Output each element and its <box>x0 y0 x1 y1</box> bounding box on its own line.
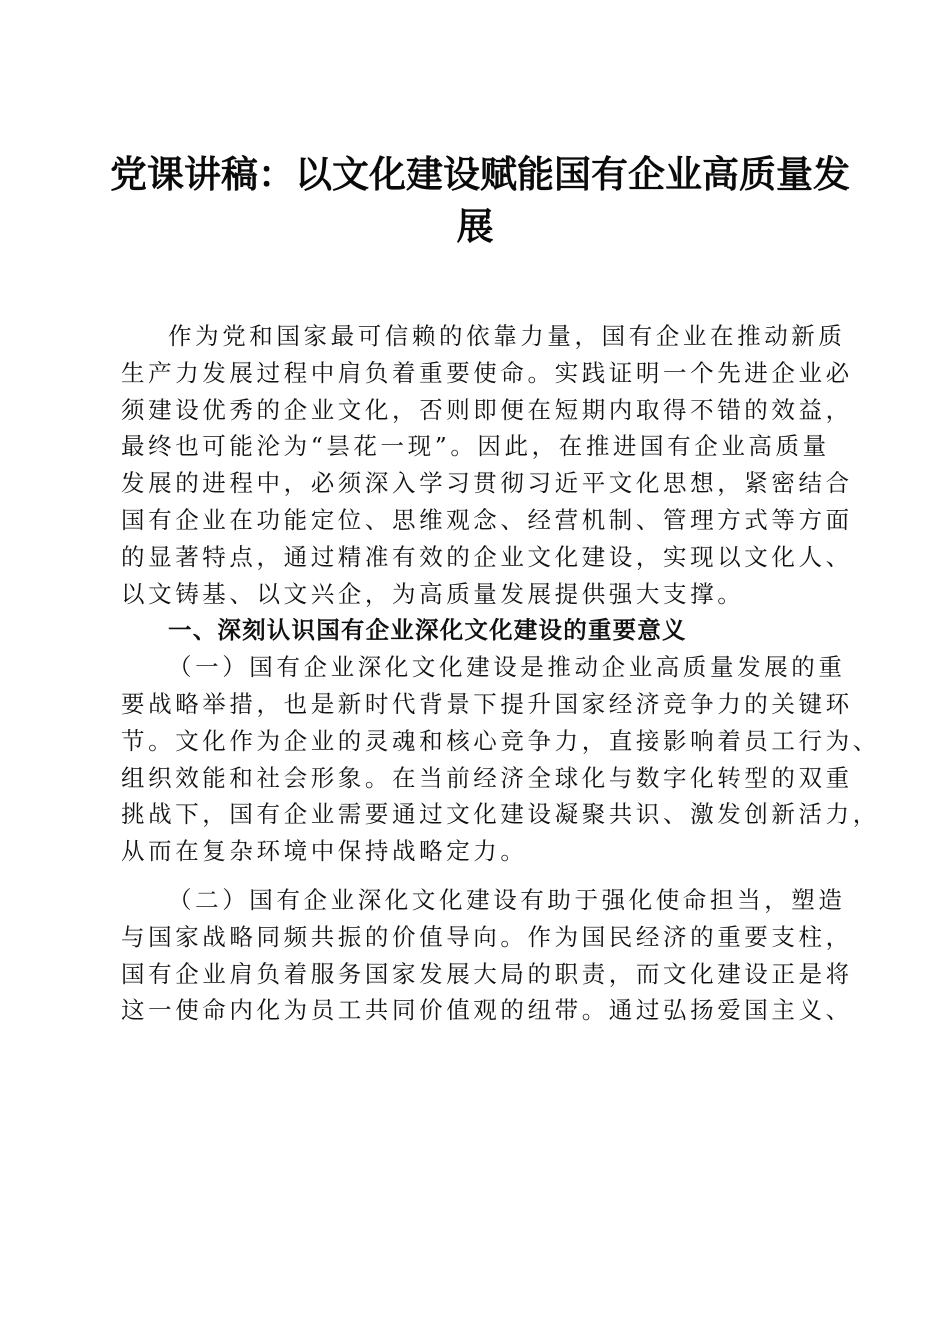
intro-line-2: 生产力发展过程中肩负着重要使命。实践证明一个先进企业必 <box>121 358 853 387</box>
intro-paragraph <box>121 318 853 612</box>
sub2-line-4: 这一使命内化为员工共同价值观的纽带。通过弘扬爱国主义、 <box>121 996 853 1025</box>
sub1-line-1: （一）国有企业深化文化建设是推动企业高质量发展的重 <box>168 653 846 682</box>
sub1-line-4: 组织效能和社会形象。在当前经济全球化与数字化转型的双重 <box>121 763 853 792</box>
intro-line-4: 最终也可能沦为“昙花一现”。因此，在推进国有企业高质量 <box>121 432 830 461</box>
sub1-line-6: 从而在复杂环境中保持战略定力。 <box>121 837 528 866</box>
document-body <box>121 318 880 1029</box>
sub2-line-1: （二）国有企业深化文化建设有助于强化使命担当，塑造 <box>168 885 846 914</box>
intro-line-6: 国有企业在功能定位、思维观念、经营机制、管理方式等方面 <box>121 505 853 534</box>
sub2-line-2: 与国家战略同频共振的价值导向。作为国民经济的重要支柱， <box>121 922 853 951</box>
title-line-1: 党课讲稿：以文化建设赋能国有企业高质量发 <box>110 152 850 196</box>
sub1-line-5: 挑战下，国有企业需要通过文化建设凝聚共识、激发创新活力， <box>121 800 880 829</box>
sub1-line-2: 要战略举措，也是新时代背景下提升国家经济竞争力的关键环 <box>121 689 853 718</box>
subsection-1-paragraph <box>121 649 880 870</box>
intro-line-5: 发展的进程中，必须深入学习贯彻习近平文化思想，紧密结合 <box>121 469 853 498</box>
intro-line-3: 须建设优秀的企业文化，否则即便在短期内取得不错的效益， <box>121 395 853 424</box>
section-1-heading: 一、深刻认识国有企业深化文化建设的重要意义 <box>168 616 687 645</box>
sub1-line-3: 节。文化作为企业的灵魂和核心竞争力，直接影响着员工行为、 <box>121 726 880 755</box>
intro-line-8: 以文铸基、以文兴企，为高质量发展提供强大支撑。 <box>121 579 745 608</box>
document-title <box>110 148 850 252</box>
title-line-2: 展 <box>456 204 494 248</box>
sub2-line-3: 国有企业肩负着服务国家发展大局的职责，而文化建设正是将 <box>121 959 853 988</box>
intro-line-1: 作为党和国家最可信赖的依靠力量，国有企业在推动新质 <box>168 322 846 350</box>
intro-line-7: 的显著特点，通过精准有效的企业文化建设，实现以文化人、 <box>121 542 853 571</box>
subsection-2-paragraph <box>121 882 853 1029</box>
